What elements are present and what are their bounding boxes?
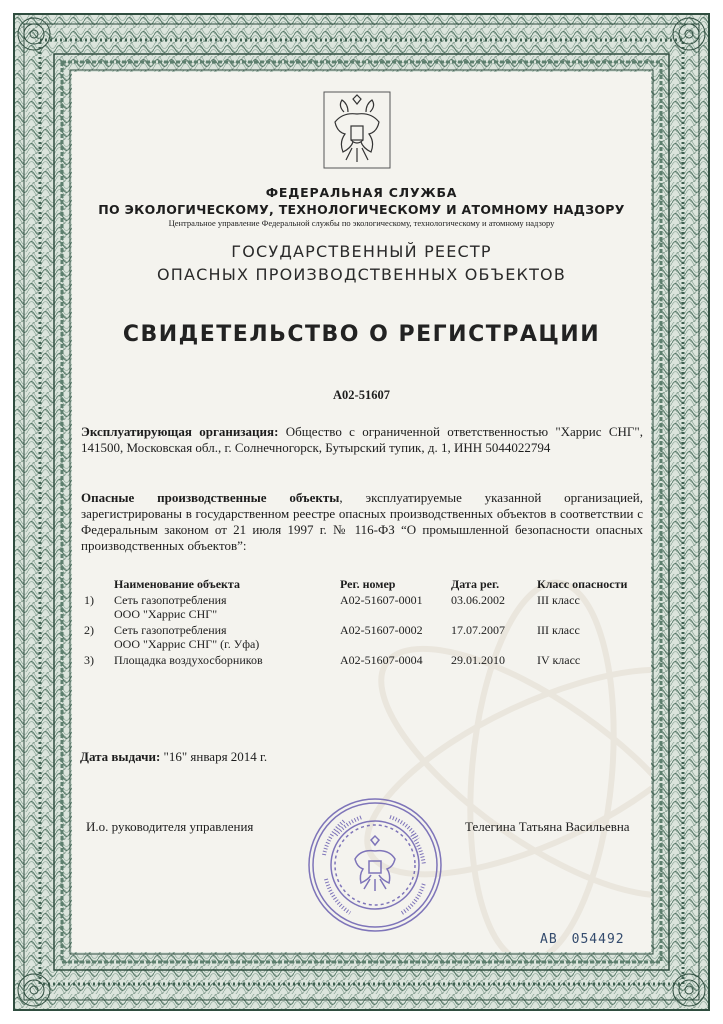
object-name bbox=[114, 621, 340, 651]
row-number: 3) bbox=[84, 653, 94, 667]
signer-name: Телегина Татьяна Васильевна bbox=[465, 819, 630, 834]
department-name: Центральное управление Федеральной службы по экологическому, технологическому и атомному надзору bbox=[168, 218, 555, 228]
object-reg-number: А02-51607-0004 bbox=[340, 653, 423, 667]
objects-table bbox=[84, 577, 644, 667]
column-header-reg-number: Рег. номер bbox=[340, 577, 396, 591]
row-number: 2) bbox=[84, 623, 94, 637]
object-reg-number: А02-51607-0002 bbox=[340, 623, 423, 637]
object-hazard-class: IV класс bbox=[537, 653, 581, 667]
column-header-reg-date: Дата рег. bbox=[451, 577, 500, 591]
row-number: 1) bbox=[84, 593, 94, 607]
object-reg-date: 29.01.2010 bbox=[451, 653, 505, 667]
object-reg-date: 03.06.2002 bbox=[451, 593, 505, 607]
agency-name-line2: ПО ЭКОЛОГИЧЕСКОМУ, ТЕХНОЛОГИЧЕСКОМУ И АТОМНОМУ НАДЗОРУ bbox=[98, 202, 625, 217]
registry-title-line2: ОПАСНЫХ ПРОИЗВОДСТВЕННЫХ ОБЪЕКТОВ bbox=[156, 265, 567, 284]
agency-name-line1: ФЕДЕРАЛЬНАЯ СЛУЖБА bbox=[265, 185, 458, 200]
objects-table-header bbox=[84, 577, 644, 591]
object-reg-number: А02-51607-0001 bbox=[340, 593, 423, 607]
operator-paragraph bbox=[81, 424, 643, 456]
issue-date-value: "16" января 2014 г. bbox=[160, 749, 268, 764]
object-name-line1: Сеть газопотребления bbox=[114, 623, 227, 637]
table-row bbox=[84, 651, 644, 667]
blank-serial-number bbox=[540, 932, 625, 947]
object-hazard-class: III класс bbox=[537, 593, 580, 607]
issue-date bbox=[80, 749, 267, 765]
object-name-line2: ООО "Харрис СНГ" (г. Уфа) bbox=[114, 637, 260, 651]
serial-number: 054492 bbox=[571, 932, 625, 947]
objects-intro-paragraph bbox=[81, 490, 643, 554]
table-row bbox=[84, 591, 644, 621]
column-header-name: Наименование объекта bbox=[114, 577, 240, 591]
registry-title-line1: ГОСУДАРСТВЕННЫЙ РЕЕСТР bbox=[231, 242, 492, 261]
signer-title: И.о. руководителя управления bbox=[86, 819, 254, 834]
table-row bbox=[84, 621, 644, 651]
objects-intro-label: Опасные производственные объекты bbox=[81, 490, 340, 505]
column-header-hazard-class: Класс опасности bbox=[537, 577, 628, 591]
registration-number: А02-51607 bbox=[333, 388, 390, 402]
operator-label: Эксплуатирующая организация: bbox=[81, 424, 279, 439]
object-name bbox=[114, 591, 340, 621]
object-name bbox=[114, 651, 340, 667]
object-name-line1: Сеть газопотребления bbox=[114, 593, 227, 607]
russian-coat-of-arms-icon bbox=[322, 90, 392, 170]
official-seal-stamp bbox=[306, 795, 444, 935]
issue-date-label: Дата выдачи: bbox=[80, 749, 161, 764]
serial-series: АВ bbox=[540, 932, 558, 947]
document-title: СВИДЕТЕЛЬСТВО О РЕГИСТРАЦИИ bbox=[122, 322, 601, 347]
object-hazard-class: III класс bbox=[537, 623, 580, 637]
object-reg-date: 17.07.2007 bbox=[451, 623, 505, 637]
object-name-line2: ООО "Харрис СНГ" bbox=[114, 607, 218, 621]
issuer-header bbox=[80, 185, 643, 284]
object-name-line1: Площадка воздухосборников bbox=[114, 653, 263, 667]
operator-text: Общество с ограниченной ответственностью "Харрис СНГ", 141500, Московская обл., г. Солнечногорск, Бутырский тупик, д. 1, ИНН 5044022794 bbox=[81, 424, 643, 455]
objects-intro-text: , эксплуатируемые указанной организацией, зарегистрированы в государственном реестре опасных производственных объектов в соответствии с Федеральным законом от 21 июля 1997 г. № 116-ФЗ “О промышленной безопасности опасных производственных объектов”: bbox=[81, 490, 643, 553]
